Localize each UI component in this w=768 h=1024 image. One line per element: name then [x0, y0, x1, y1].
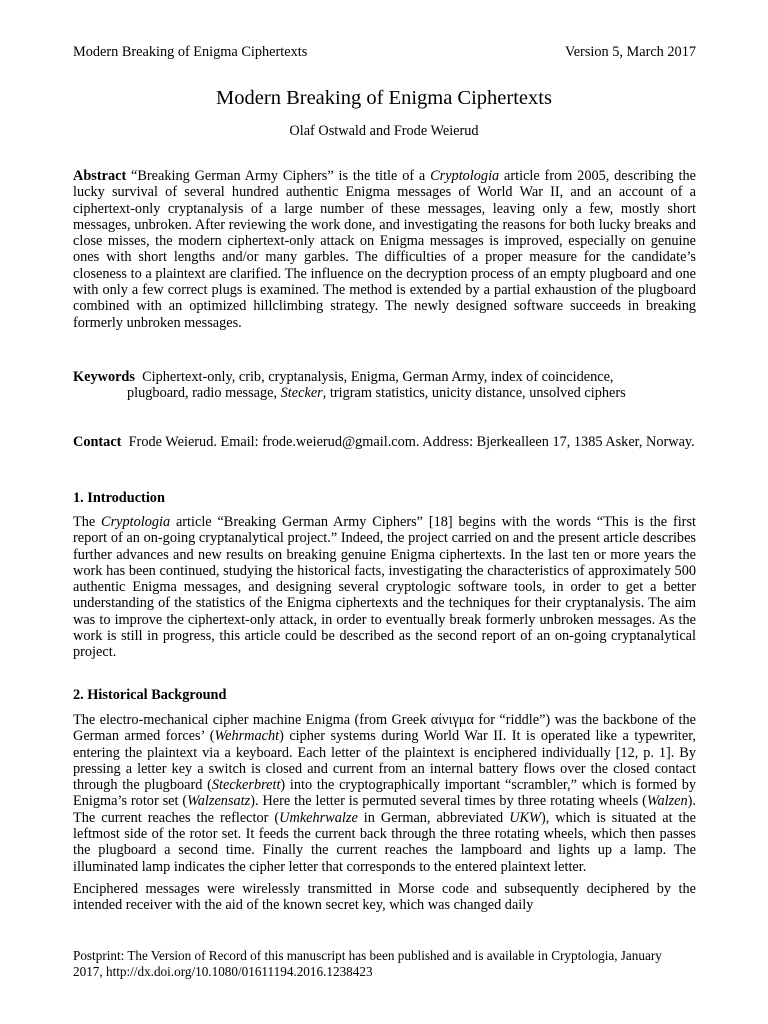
historical-text: ) into the cryptographically important “scrambler,” which is formed by Enigma’s rotor set (	[73, 777, 696, 810]
historical-text: ). The current reaches the reflector (	[73, 793, 696, 826]
historical-paragraph-2: Enciphered messages were wirelessly transmitted in Morse code and subsequently deciphered by the intended receiver with the aid of the known secret key, which was changed daily	[73, 880, 696, 914]
paper-authors: Olaf Ostwald and Frode Weierud	[289, 123, 479, 139]
abstract	[73, 168, 696, 331]
section-heading-introduction: 1. Introduction	[73, 490, 165, 506]
running-header-title: Modern Breaking of Enigma Ciphertexts	[73, 44, 308, 60]
historical-paragraph-1	[73, 712, 696, 875]
historical-term-italic: Walzen	[646, 793, 688, 810]
abstract-label: Abstract	[73, 168, 127, 184]
keywords-text-a: plugboard, radio message,	[127, 385, 281, 402]
keywords-label: Keywords	[73, 369, 135, 385]
intro-journal-name: Cryptologia	[101, 514, 171, 530]
intro-text-b: article “Breaking German Army Ciphers” [18] begins with the words “This is the first report of an on-going cryptanalytical project.” Indeed, the project carried on and the present article describes further advances and new results on breaking genuine Enigma ciphertexts. In the last ten or more years the work has been continued, studying the historical facts, investigating the characteristics of approximately 500 authentic Enigma messages, and designing several cryptologic software tools, in order to get a better understanding of the statistics of the Enigma ciphertexts and the techniques for their cryptanalysis. The aim was to improve the ciphertext-only attack, in order to eventually break formerly unbroken messages. As the work is still in progress, this article could be described as the second report of an on-going cryptanalytical project.	[73, 514, 696, 661]
keywords	[73, 369, 696, 402]
abstract-journal-name: Cryptologia	[430, 168, 500, 184]
historical-term-italic: UKW	[509, 809, 541, 826]
historical-term-italic: Umkehrwalze	[279, 809, 358, 826]
section-heading-historical-background: 2. Historical Background	[73, 687, 227, 703]
contact-label: Contact	[73, 434, 122, 450]
contact-text: Frode Weierud. Email: frode.weierud@gmail.com. Address: Bjerkealleen 17, 1385 Asker, Norway.	[128, 434, 695, 450]
keywords-line1: Ciphertext-only, crib, cryptanalysis, Enigma, German Army, index of coincidence,	[142, 369, 614, 385]
keywords-first-line	[73, 369, 696, 385]
historical-text: in German, abbreviated	[357, 809, 510, 826]
abstract-paragraph	[73, 168, 696, 331]
historical-text: The electro-mechanical cipher machine Enigma (from Greek αίνιγμα for “riddle”) was the backbone of the German armed forces’ (	[73, 712, 696, 745]
abstract-text-1: “Breaking German Army Ciphers” is the title of a	[131, 168, 431, 184]
keywords-continuation	[127, 385, 696, 401]
keywords-text-b: , trigram statistics, unicity distance, unsolved ciphers	[322, 385, 626, 402]
paper-title: Modern Breaking of Enigma Ciphertexts	[216, 87, 552, 109]
abstract-text-2: article from 2005, describing the lucky survival of several hundred authentic Enigma messages of World War II, and an account of a ciphertext-only cryptanalysis of a large number of these messages, leaving only a few, mostly short messages, unbroken. After reviewing the work done, and investigating the reasons for both lucky breaks and close misses, the modern ciphertext-only attack on Enigma messages is improved, especially on genuine ones with short lengths and/or many garbles. The difficulties of a proper measure for the candidate’s closeness to a plaintext are clarified. The influence on the decryption process of an empty plugboard and one with only a few correct plugs is examined. The method is extended by a partial exhaustion of the plugboard combined with an optimized hillclimbing strategy. The newly designed software succeeds in breaking formerly unbroken messages.	[73, 168, 696, 331]
historical-term-italic: Steckerbrett	[211, 777, 281, 794]
historical-text: ), which is situated at the leftmost side of the rotor set. It feeds the current back through the three rotating wheels, which then passes the plugboard a second time. Finally the current reaches the lampboard and lights up a lamp. The illuminated lamp indicates the cipher letter that corresponds to the entered plaintext letter.	[73, 809, 696, 875]
historical-term-italic: Walzensatz	[187, 793, 251, 810]
keywords-italic: Stecker	[280, 385, 323, 402]
historical-term-italic: Wehrmacht	[214, 728, 280, 745]
postprint-footnote: Postprint: The Version of Record of this manuscript has been published and is available in Cryptologia, January 2017, http://dx.doi.org/10.1080/01611194.2016.1238423	[73, 948, 662, 979]
introduction-paragraph	[73, 514, 696, 661]
running-header-version: Version 5, March 2017	[564, 44, 696, 60]
contact	[73, 434, 696, 450]
contact-paragraph	[73, 434, 696, 450]
running-header	[73, 43, 696, 61]
intro-text-a: The	[73, 514, 102, 530]
historical-text: ). Here the letter is permuted several times by three rotating wheels (	[250, 793, 647, 810]
introduction-section	[73, 514, 696, 661]
historical-background-section	[73, 712, 696, 914]
historical-text: ) cipher systems during World War II. It is operated like a typewriter, entering the plaintext via a keyboard. Each letter of the plaintext is enciphered individually [12, p. 1]. By pressing a letter key a switch is closed and current from an internal battery flows over the closed contact through the plugboard (	[73, 728, 696, 794]
